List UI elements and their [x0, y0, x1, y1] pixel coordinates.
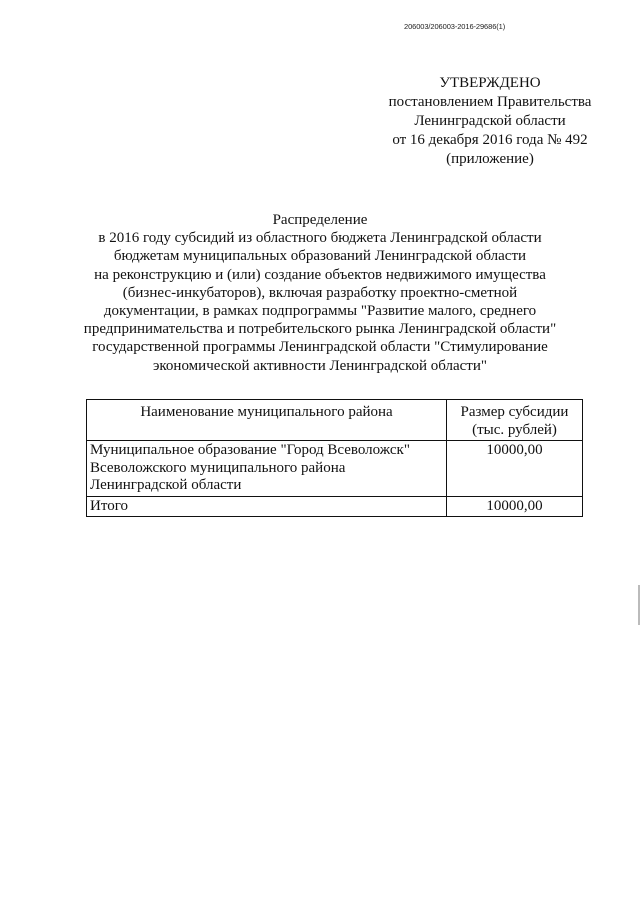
approval-line: Ленинградской области	[414, 113, 566, 129]
subsidy-distribution-table	[86, 399, 583, 517]
district-name-cell	[87, 441, 447, 497]
heading-line: предпринимательства и потребительского рынка Ленинградской области"	[83, 321, 557, 338]
document-id: 206003/206003-2016-29686(1)	[404, 22, 506, 31]
heading-line: бюджетам муниципальных образований Ленинградской области	[113, 248, 527, 265]
approval-title: УТВЕРЖДЕНО	[439, 75, 541, 91]
heading-line: экономической активности Ленинградской области"	[152, 357, 488, 374]
table-row	[87, 441, 583, 497]
approval-date-line: от 16 декабря 2016 года № 492	[392, 132, 588, 148]
heading-line: государственной программы Ленинградской области "Стимулирование	[92, 339, 548, 356]
heading-line: документации, в рамках подпрограммы "Развитие малого, среднего	[103, 303, 537, 320]
subsidy-value-cell: 10000,00	[447, 441, 583, 497]
heading-line: на реконструкцию и (или) создание объектов недвижимого имущества	[94, 266, 546, 283]
column-header-subsidy-line: Размер субсидии	[460, 404, 569, 420]
heading-line: (бизнес-инкубаторов), включая разработку проектно-сметной	[122, 284, 518, 301]
total-value-cell: 10000,00	[447, 496, 583, 517]
column-header-district: Наименование муниципального района	[87, 400, 447, 441]
approval-line: постановлением Правительства	[388, 94, 592, 110]
total-label-cell: Итого	[87, 496, 447, 517]
document-heading	[60, 211, 580, 375]
heading-title: Распределение	[272, 212, 368, 228]
table-total-row	[87, 496, 583, 517]
district-name-line: Ленинградской области	[90, 477, 242, 493]
district-name-line: Всеволожского муниципального района	[90, 459, 346, 476]
approval-stamp	[370, 74, 610, 169]
district-name-line: Муниципальное образование "Город Всеволожск"	[90, 442, 410, 458]
heading-line: в 2016 году субсидий из областного бюджета Ленинградской области	[98, 230, 542, 247]
approval-line: (приложение)	[446, 151, 534, 167]
column-header-subsidy-unit: (тыс. рублей)	[472, 421, 557, 438]
column-header-subsidy	[447, 400, 583, 441]
table-header-row	[87, 400, 583, 441]
